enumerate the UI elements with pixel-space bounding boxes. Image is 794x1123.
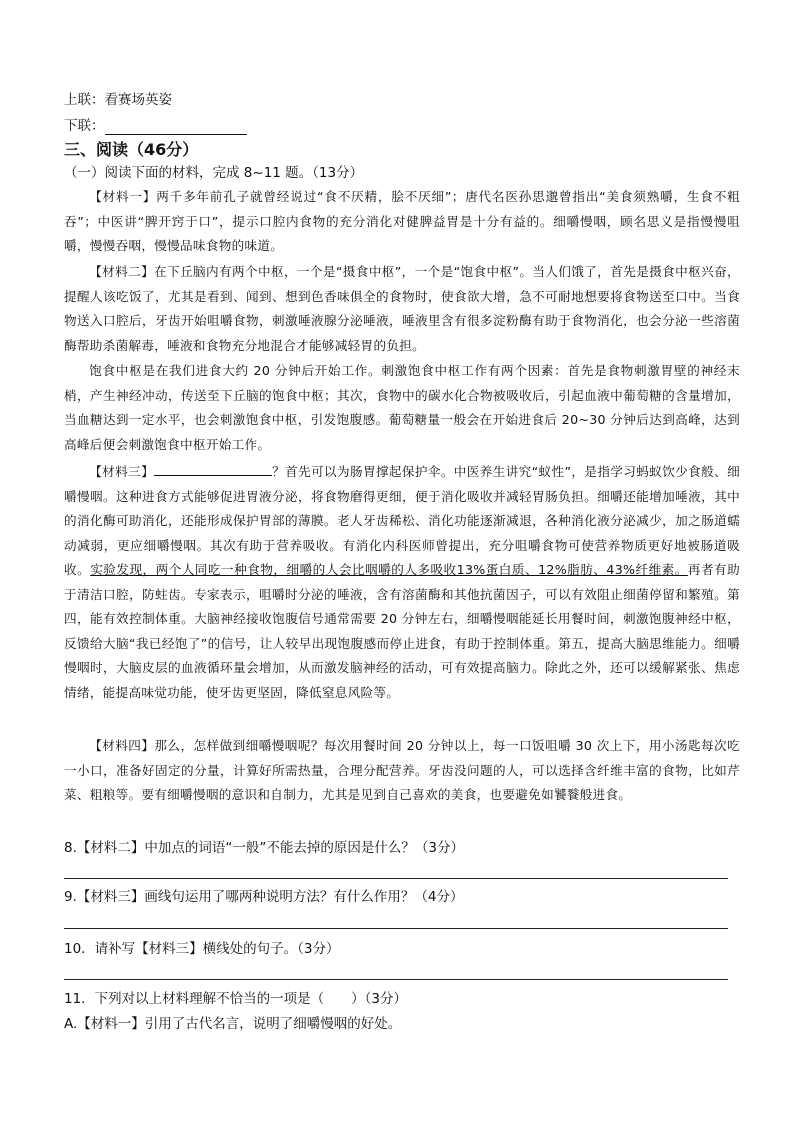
answer-line-q9[interactable] [64,928,728,929]
material-four: 【材料四】那么，怎样做到细嚼慢咽呢？每次用餐时间 20 分钟以上，每一口饭咀嚼 30 次上下，用小汤匙每次吃一小口，准备好固定的分量，计算好所需热量，合理分配营养。牙齿没问题的人，可以选择含纤维丰富的食物，比如芹菜、粗粮等。要有细嚼慢咽的意识和自制力，尤其是见到自己喜欢的美食，也要避免如饕餮般进食。 [64,738,740,802]
question-10: 10．请补写【材料三】横线处的句子。（3分） [64,941,340,957]
answer-line-q8[interactable] [64,878,728,879]
couplet-lower-label: 下联： [64,118,105,134]
material-three-blank[interactable] [154,463,272,476]
material-three-label: 【材料三】 [89,464,155,479]
question-11-option-a: A.【材料一】引用了古代名言，说明了细嚼慢咽的好处。 [64,1016,402,1032]
material-three [64,460,740,705]
material-one: 【材料一】两千多年前孔子就曾经说过“食不厌精，脍不厌细”；唐代名医孙思邈曾指出“美食须熟嚼，生食不粗吞”；中医讲“脾开窍于口”，提示口腔内食物的充分消化对健脾益胃是十分有益的。细嚼慢咽，顾名思义是指慢慢咀嚼，慢慢吞咽，慢慢品味食物的味道。 [64,189,740,253]
answer-line-q10[interactable] [64,979,728,980]
material-three-part-one: ？首先可以为肠胃撑起保护伞。中医养生讲究“蚁性”，是指学习蚂蚁饮少食般、细嚼慢咽。这种进食方式能够促进胃液分泌，将食物磨得更细，便于消化吸收并减轻胃肠负担。细嚼还能增加唾液，其中的消化酶可助消化，还能形成保护胃部的薄膜。老人牙齿稀松、消化功能逐渐减退，各种消化液分泌减少，加之肠道蠕动减弱，更应细嚼慢咽。其次有助于营养吸收。有消化内科医师曾提出，充分咀嚼食物可使营养物质更好地被肠道吸收。 [64,464,740,577]
question-8: 8.【材料二】中加点的词语“一般”不能去掉的原因是什么？（3分） [64,840,464,856]
material-two-para-two: 饱食中枢是在我们进食大约 20 分钟后开始工作。刺激饱食中枢工作有两个因素：首先是食物刺激胃壁的神经末梢，产生神经冲动，传送至下丘脑的饱食中枢；其次，食物中的碳水化合物被吸收后，引起血液中葡萄糖的含量增加，当血糖达到一定水平，也会刺激饱食中枢，引发饱腹感。葡萄糖量一般会在开始进食后 20~30 分钟后达到高峰，达到高峰后便会刺激饱食中枢开始工作。 [64,363,740,452]
section-title: 三、阅读（46分） [64,140,199,159]
couplet-answer-blank[interactable] [105,120,247,135]
material-three-underlined-sentence: 实验发现，两个人同吃一种食物，细嚼的人会比咽嚼的人多吸收13%蛋白质、12%脂肪、43%纤维素。 [90,562,688,577]
question-9: 9.【材料三】画线句运用了哪两种说明方法？有什么作用？（4分） [64,889,464,905]
material-two-para-one: 【材料二】在下丘脑内有两个中枢，一个是“摄食中枢”，一个是“饱食中枢”。当人们饿了，首先是摄食中枢兴奋，提醒人该吃饭了，尤其是看到、闻到、想到色香味俱全的食物时，使食欲大增，急不可耐地想要将食物送至口中。当食物送入口腔后，牙齿开始咀嚼食物，刺激唾液腺分泌唾液，唾液里含有很多淀粉酶有助于食物消化，也会分泌一些溶菌酶帮助杀菌解毒，唾液和食物充分地混合才能够减轻胃的负担。 [64,264,740,353]
part-one-intro: （一）阅读下面的材料，完成 8~11 题。（13分） [64,165,364,181]
couplet-lower [64,117,247,135]
question-11: 11．下列对以上材料理解不恰当的一项是（ ）（3分） [64,991,408,1007]
couplet-upper: 上联：看赛场英姿 [64,92,172,108]
material-three-part-two: 再者有助于清洁口腔，防蛀齿。专家表示，咀嚼时分泌的唾液，含有溶菌酶和其他抗菌因子，可以有效阻止细菌停留和繁殖。第四，能有效控制体重。大脑神经接收饱腹信号通常需要 20 分钟左右，细嚼慢咽能延长用餐时间，刺激饱腹神经中枢，反馈给大脑“我已经饱了”的信号，让人较早出现饱腹感而停止进食，有助于控制体重。第五，提高大脑思维能力。细嚼慢咽时，大脑皮层的血液循环量会增加，从而激发脑神经的活动，可有效提高脑力。除此之外，还可以缓解紧张、焦虑情绪，能提高味觉功能，使牙齿更坚固，降低窒息风险等。 [64,562,741,700]
